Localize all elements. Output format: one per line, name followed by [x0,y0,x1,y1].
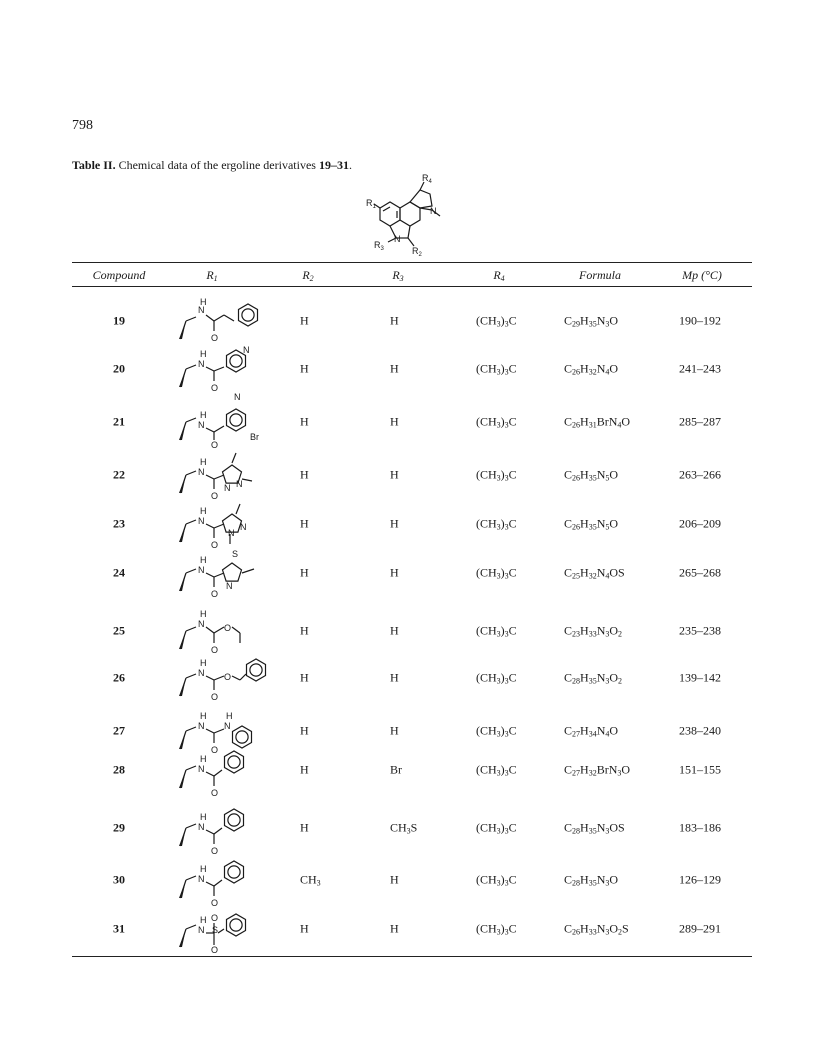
r2-value: H [300,467,309,482]
svg-text:O: O [211,333,219,343]
r3-value: H [390,872,399,887]
compound-number: 25 [113,623,125,638]
r3-value: H [390,565,399,580]
melting-point-value: 126–129 [679,872,721,887]
caption-end: . [348,158,352,172]
r4-value: $(CH_3)_3C$ [476,467,517,483]
svg-text:N: N [236,479,243,489]
svg-text:H: H [200,349,207,359]
melting-point-value: 206–209 [679,516,721,531]
header-r1-sub: 1 [213,274,218,283]
header-r4-sub: 4 [500,274,505,283]
r3-value: H [390,516,399,531]
melting-point-value: 285–287 [679,414,721,429]
svg-text:O: O [224,623,232,633]
r2-value: H [300,670,309,685]
header-r2-letter: R [302,268,310,282]
svg-text:H: H [200,410,207,420]
r3-value: H [390,361,399,376]
scaffold-label-r2: $R_2$ [412,246,422,258]
svg-text:O: O [211,589,219,599]
formula-value: $C_{26}H_{32}N_4O$ [564,361,619,377]
scaffold-label-r3: $R_3$ [374,240,384,252]
melting-point-value: 238–240 [679,723,721,738]
svg-text:H: H [200,457,207,467]
header-r3 [392,268,403,283]
header-compound: Compound [92,268,146,282]
melting-point-value: 289–291 [679,921,721,936]
header-r3-letter: R [392,268,400,282]
svg-text:O: O [211,745,219,755]
r4-value: $(CH_3)_3C$ [476,921,517,937]
r3-value: H [390,414,399,429]
compound-number: 31 [113,921,125,936]
r1-substituent-structure [176,800,272,856]
r2-value: $CH_3$ [300,872,321,888]
scaffold-n-label: N [430,206,437,216]
melting-point-value: 151–155 [679,762,721,777]
r3-value: H [390,670,399,685]
r3-value: $CH_3S$ [390,820,418,836]
header-r4 [493,268,504,283]
svg-text:O: O [211,645,219,655]
header-mp: Mp (°C) [682,268,722,282]
r1-substituent-structure [176,742,272,798]
svg-text:H: H [200,658,207,668]
r4-value: $(CH_3)_3C$ [476,670,517,686]
scaffold-indole-n-label: N [394,234,401,244]
r3-value: H [390,921,399,936]
compound-number: 19 [113,313,125,328]
svg-text:N: N [198,925,205,935]
r2-value: H [300,921,309,936]
svg-text:S: S [232,549,239,559]
svg-text:H: H [200,864,207,874]
formula-value: $C_{25}H_{32}N_4OS$ [564,565,625,581]
r2-value: H [300,313,309,328]
r4-value: $(CH_3)_3C$ [476,414,517,430]
scaffold-label-r1: $R_1$ [366,198,376,210]
svg-text:H: H [200,555,207,565]
r3-value: H [390,723,399,738]
table-bottom-rule [72,956,752,957]
header-r1 [206,268,217,283]
r3-value: H [390,313,399,328]
svg-text:N: N [198,359,205,369]
r4-value: $(CH_3)_3C$ [476,762,517,778]
svg-text:O: O [211,440,219,450]
compound-number: 28 [113,762,125,777]
r2-value: H [300,565,309,580]
r1-substituent-structure [176,394,272,450]
compound-number: 26 [113,670,125,685]
svg-text:N: N [226,581,233,591]
svg-text:N: N [240,522,247,532]
melting-point-value: 139–142 [679,670,721,685]
r4-value: $(CH_3)_3C$ [476,313,517,329]
r3-value: H [390,623,399,638]
svg-text:N: N [198,721,205,731]
r1-substituent-structure [176,341,272,397]
r4-value: $(CH_3)_3C$ [476,565,517,581]
compound-number: 23 [113,516,125,531]
svg-text:N: N [198,305,205,315]
svg-text:H: H [200,297,207,307]
formula-value: $C_{28}H_{35}N_3O_2$ [564,670,623,686]
svg-text:N: N [198,619,205,629]
r3-value: Br [390,762,402,777]
r2-value: H [300,516,309,531]
svg-text:N: N [234,392,241,402]
r4-value: $(CH_3)_3C$ [476,872,517,888]
header-r2-sub: 2 [309,274,314,283]
svg-text:N: N [198,668,205,678]
r2-value: H [300,820,309,835]
r1-substituent-structure [176,545,272,601]
r1-substituent-structure [176,901,272,957]
svg-text:S: S [212,925,219,935]
caption-label: Table II. [72,158,116,172]
r4-value: $(CH_3)_3C$ [476,623,517,639]
svg-text:N: N [198,822,205,832]
svg-text:O: O [211,540,219,550]
r4-value: $(CH_3)_3C$ [476,361,517,377]
melting-point-value: 235–238 [679,623,721,638]
svg-text:N: N [224,483,231,493]
formula-value: $C_{29}H_{35}N_3O$ [564,313,619,329]
svg-text:H: H [200,711,207,721]
svg-text:N: N [198,565,205,575]
formula-value: $C_{23}H_{33}N_3O_2$ [564,623,623,639]
svg-text:O: O [224,672,232,682]
compound-number: 24 [113,565,125,580]
formula-value: $C_{27}H_{32}BrN_3O$ [564,762,631,778]
compound-number: 21 [113,414,125,429]
r2-value: H [300,361,309,376]
table-caption [72,158,352,173]
svg-text:O: O [211,913,219,923]
melting-point-value: 241–243 [679,361,721,376]
svg-text:O: O [211,945,219,955]
r2-value: H [300,414,309,429]
formula-value: $C_{28}H_{35}N_3O$ [564,872,619,888]
r3-value: H [390,467,399,482]
r4-value: $(CH_3)_3C$ [476,820,517,836]
svg-text:N: N [228,528,235,538]
formula-value: $C_{26}H_{33}N_3O_2S$ [564,921,629,937]
r2-value: H [300,623,309,638]
svg-text:N: N [198,764,205,774]
table-header-rule [72,286,752,287]
ergoline-scaffold-structure [366,173,462,258]
r4-value: $(CH_3)_3C$ [476,723,517,739]
svg-text:N: N [224,721,231,731]
r1-substituent-structure [176,650,272,706]
svg-text:O: O [211,898,219,908]
svg-text:O: O [211,383,219,393]
svg-text:H: H [200,812,207,822]
melting-point-value: 263–266 [679,467,721,482]
formula-value: $C_{26}H_{31}BrN_4O$ [564,414,631,430]
svg-text:O: O [211,491,219,501]
header-r2 [302,268,313,283]
header-formula: Formula [579,268,621,282]
svg-text:O: O [211,788,219,798]
compound-number: 30 [113,872,125,887]
svg-text:N: N [198,420,205,430]
page-number: 798 [72,118,93,133]
caption-range: 19–31 [318,158,349,172]
r1-substituent-structure [176,852,272,908]
svg-text:N: N [198,516,205,526]
formula-value: $C_{27}H_{34}N_4O$ [564,723,619,739]
svg-text:N: N [198,874,205,884]
r4-value: $(CH_3)_3C$ [476,516,517,532]
svg-text:N: N [243,345,250,355]
header-r3-sub: 3 [399,274,404,283]
melting-point-value: 190–192 [679,313,721,328]
svg-text:N: N [198,467,205,477]
r2-value: H [300,762,309,777]
caption-text: Chemical data of the ergoline derivatives [115,158,319,172]
formula-value: $C_{28}H_{35}N_3OS$ [564,820,625,836]
svg-text:H: H [200,754,207,764]
svg-text:O: O [211,846,219,856]
svg-text:H: H [226,711,233,721]
table-top-rule [72,262,752,263]
svg-text:O: O [211,692,219,702]
svg-text:H: H [200,506,207,516]
header-r4-letter: R [493,268,501,282]
melting-point-value: 183–186 [679,820,721,835]
compound-number: 22 [113,467,125,482]
svg-text:H: H [200,915,207,925]
r1-substituent-structure [176,447,272,503]
formula-value: $C_{26}H_{35}N_5O$ [564,467,619,483]
header-r1-letter: R [206,268,214,282]
svg-text:H: H [200,609,207,619]
compound-number: 20 [113,361,125,376]
compound-number: 29 [113,820,125,835]
r1-substituent-structure [176,496,272,552]
r2-value: H [300,723,309,738]
compound-number: 27 [113,723,125,738]
scaffold-label-r4: $R_4$ [422,173,432,185]
melting-point-value: 265–268 [679,565,721,580]
formula-value: $C_{26}H_{35}N_5O$ [564,516,619,532]
svg-text:Br: Br [250,432,259,442]
